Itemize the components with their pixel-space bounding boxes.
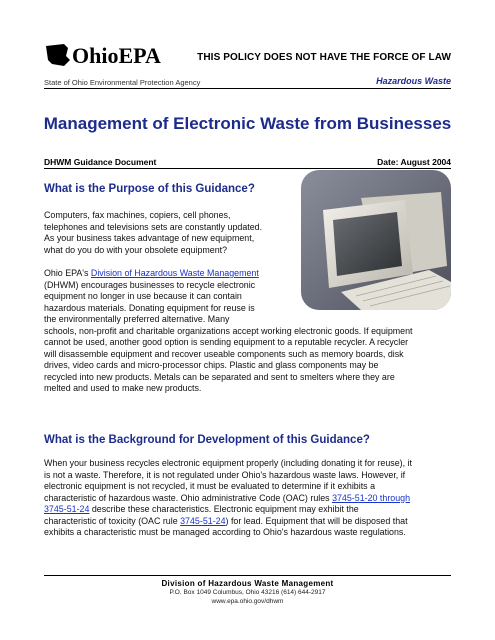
oac-rule-toxicity-link[interactable]: 3745-51-24 xyxy=(180,515,226,526)
text-line: When your business recycles electronic equipment properly (including donating it for reuse), it xyxy=(44,458,413,468)
text-line: will disassemble equipment and recover useable components such as memory boards, disk xyxy=(44,348,404,359)
document-date: Date: August 2004 xyxy=(377,157,451,167)
footer-division: Division of Hazardous Waste Management xyxy=(161,579,334,588)
text-fragment: Ohio EPA's xyxy=(44,268,91,278)
computer-equipment-photo xyxy=(301,170,451,310)
oac-rules-link-a[interactable]: 3745-51-20 through xyxy=(332,492,411,503)
text-line xyxy=(44,516,412,528)
text-fragment: ) for lead. Equipment that will be disposed that xyxy=(225,515,408,526)
background-paragraph xyxy=(44,458,412,539)
agency-name: State of Ohio Environmental Protection Agency xyxy=(44,78,201,87)
text-line xyxy=(44,493,412,505)
text-fragment: characteristic of hazardous waste. Ohio administrative Code (OAC) rules xyxy=(44,492,333,503)
text-fragment: describe these characteristics. Electronic equipment may exhibit the xyxy=(89,504,359,514)
text-line: recycled into new products. Metals can be separated and sent to smelters where they are xyxy=(44,371,395,382)
section-heading-background: What is the Background for Development of this Guidance? xyxy=(44,434,370,446)
text-line xyxy=(44,504,412,516)
text-line: (DHWM) encourages businesses to recycle electronic xyxy=(44,279,256,290)
footer-divider xyxy=(44,575,451,576)
text-line: telephones and televisions sets are constantly updated. xyxy=(44,221,263,232)
text-line: is not a waste. Therefore, it is not regulated under Ohio's hazardous waste laws. However, if xyxy=(44,469,406,480)
logo-wordmark: OhioEPA xyxy=(72,43,161,68)
text-line: what do you do with your obsolete equipment? xyxy=(44,244,228,255)
text-line: schools, non-profit and charitable organizations accept working electronic goods. If equipment xyxy=(44,325,413,336)
dhwm-link[interactable]: Division of Hazardous Waste Management xyxy=(90,268,259,278)
text-fragment: characteristic of toxicity (OAC rule xyxy=(44,515,181,526)
text-line: drives, video cards and micro-processor chips. Plastic and glass components may be xyxy=(44,360,379,370)
force-of-law-disclaimer: THIS POLICY DOES NOT HAVE THE FORCE OF LAW xyxy=(197,52,451,63)
text-line: equipment no longer in use because it can contain xyxy=(44,291,242,301)
category-label: Hazardous Waste xyxy=(376,76,451,86)
footer-url: www.epa.ohio.gov/dhwm xyxy=(211,598,284,605)
text-line: As your business takes advantage of new equipment, xyxy=(44,233,255,243)
text-line: melted and used to make new products. xyxy=(44,383,202,393)
header-divider xyxy=(44,88,451,89)
document-title: Management of Electronic Waste from Businesses xyxy=(43,114,452,133)
text-line: exhibits a characteristic must be managed according to Ohio's hazardous waste regulations. xyxy=(44,527,406,537)
meta-divider xyxy=(44,168,451,169)
purpose-paragraph-1 xyxy=(44,210,262,256)
text-line: cannot be used, another good option is sending equipment to a reputable recycler. A recycler xyxy=(44,337,409,347)
footer-address: P.O. Box 1049 Columbus, Ohio 43216 (614) 644-2917 xyxy=(169,589,326,596)
text-line: Computers, fax machines, copiers, cell phones, xyxy=(44,210,231,220)
text-line: the environmentally preferred alternative. Many xyxy=(44,314,230,324)
section-heading-purpose: What is the Purpose of this Guidance? xyxy=(44,183,255,195)
text-line: hazardous materials. Donating equipment for reuse is xyxy=(44,302,255,313)
document-type: DHWM Guidance Document xyxy=(44,157,157,167)
oac-rules-link-b[interactable]: 3745-51-24 xyxy=(44,504,90,514)
text-line: electronic equipment is not recycled, it must be evaluated to determine if it exhibits a xyxy=(44,481,376,491)
